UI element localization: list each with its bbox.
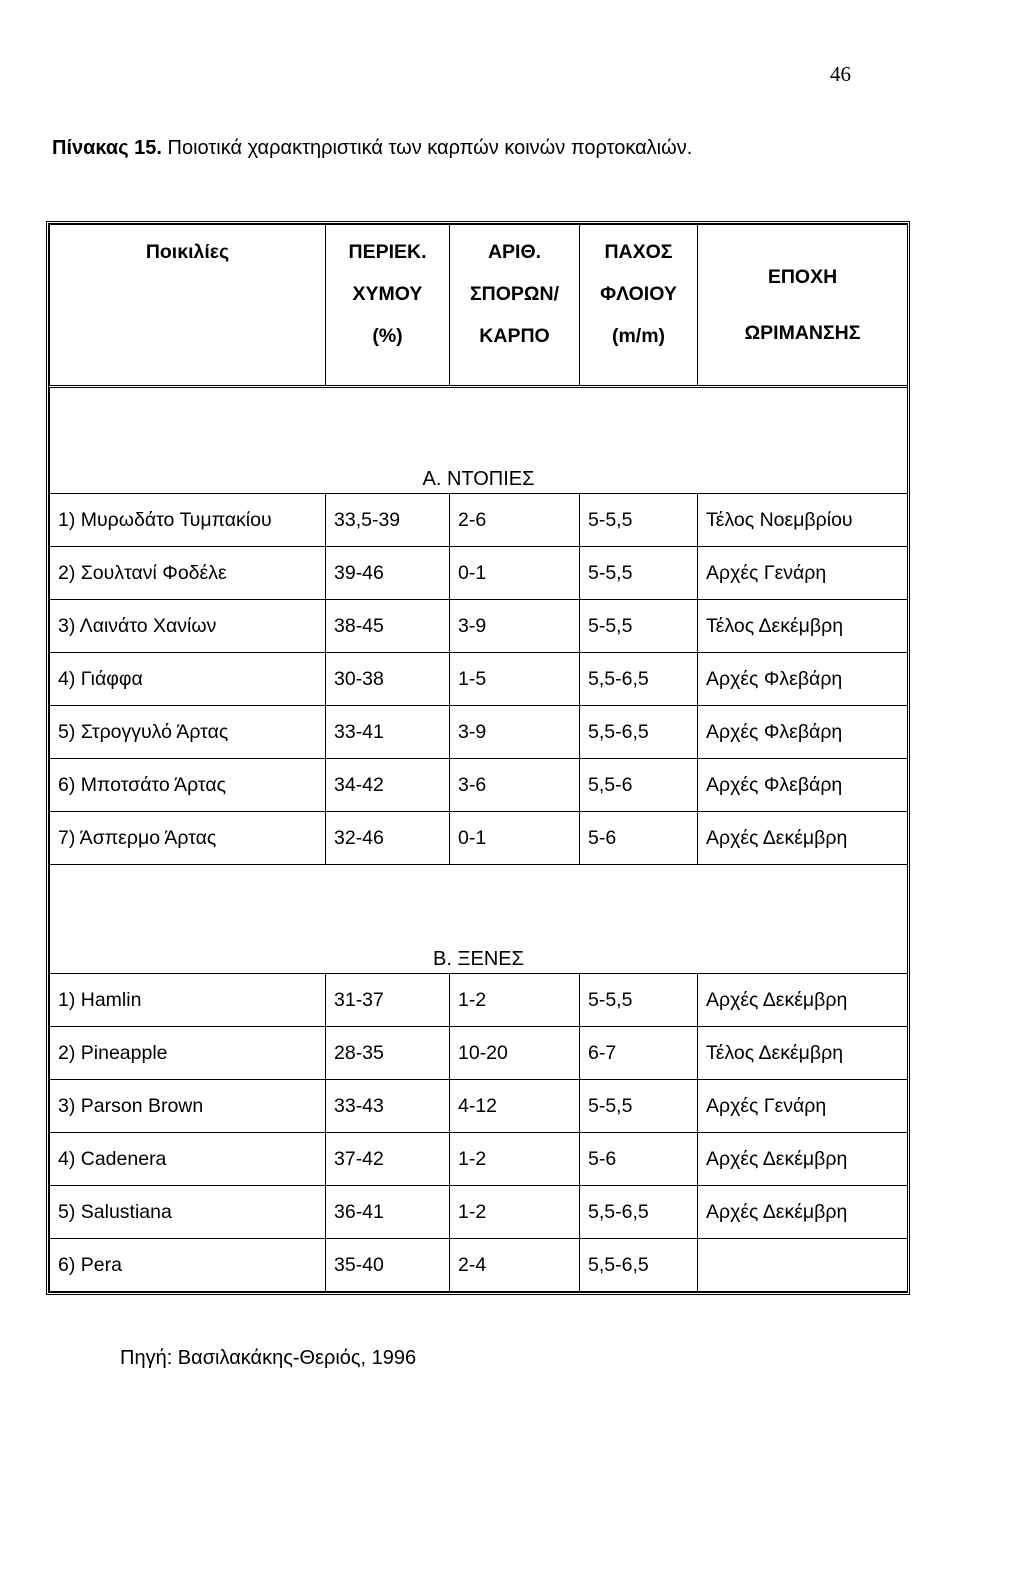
header-line: ΦΛΟΙΟΥ — [600, 283, 677, 305]
table-row — [50, 1027, 908, 1080]
ripening-cell: Τέλος Δεκέμβρη — [698, 600, 908, 653]
variety-cell: 6) Μποτσάτο Άρτας — [50, 759, 326, 812]
table-row — [50, 759, 908, 812]
seeds-cell: 3-9 — [450, 600, 580, 653]
ripening-cell: Τέλος Δεκέμβρη — [698, 1027, 908, 1080]
header-line: (%) — [372, 325, 403, 347]
ripening-cell: Αρχές Φλεβάρη — [698, 759, 908, 812]
seeds-cell: 1-5 — [450, 653, 580, 706]
peel-cell: 5-5,5 — [580, 974, 698, 1027]
juice-cell: 31-37 — [326, 974, 450, 1027]
seeds-cell: 0-1 — [450, 812, 580, 865]
header-line: ΩΡΙΜΑΝΣΗΣ — [744, 322, 861, 344]
peel-cell: 5,5-6,5 — [580, 653, 698, 706]
seeds-cell: 1-2 — [450, 974, 580, 1027]
header-juice — [326, 225, 450, 387]
header-variety — [50, 225, 326, 387]
peel-cell: 5,5-6,5 — [580, 1186, 698, 1239]
peel-cell: 5,5-6,5 — [580, 706, 698, 759]
peel-cell: 5-5,5 — [580, 494, 698, 547]
peel-cell: 5,5-6,5 — [580, 1239, 698, 1292]
seeds-cell: 3-9 — [450, 706, 580, 759]
ripening-cell: Αρχές Δεκέμβρη — [698, 1186, 908, 1239]
juice-cell: 28-35 — [326, 1027, 450, 1080]
ripening-cell — [698, 1239, 908, 1292]
variety-cell: 3) Λαινάτο Χανίων — [50, 600, 326, 653]
seeds-cell: 10-20 — [450, 1027, 580, 1080]
ripening-cell: Αρχές Δεκέμβρη — [698, 1133, 908, 1186]
seeds-cell: 2-6 — [450, 494, 580, 547]
peel-cell: 5-5,5 — [580, 600, 698, 653]
variety-cell: 2) Σουλτανί Φοδέλε — [50, 547, 326, 600]
caption-text: Ποιοτικά χαρακτηριστικά των καρπών κοινών πορτοκαλιών. — [167, 137, 693, 159]
seeds-cell: 1-2 — [450, 1133, 580, 1186]
section-row — [50, 865, 908, 974]
table-row — [50, 1080, 908, 1133]
variety-cell: 3) Parson Brown — [50, 1080, 326, 1133]
table-body — [50, 387, 908, 1292]
variety-cell: 1) Hamlin — [50, 974, 326, 1027]
section-row — [50, 387, 908, 494]
caption-label: Πίνακας 15. — [52, 137, 162, 159]
table-row — [50, 1186, 908, 1239]
section-title: Β. ΞΕΝΕΣ — [50, 865, 908, 974]
table-row — [50, 653, 908, 706]
juice-cell: 32-46 — [326, 812, 450, 865]
header-line: ΕΠΟΧΗ — [767, 266, 838, 288]
juice-cell: 30-38 — [326, 653, 450, 706]
seeds-cell: 1-2 — [450, 1186, 580, 1239]
juice-cell: 38-45 — [326, 600, 450, 653]
ripening-cell: Αρχές Γενάρη — [698, 1080, 908, 1133]
juice-cell: 37-42 — [326, 1133, 450, 1186]
header-line: ΧΥΜΟΥ — [352, 283, 423, 305]
source-note: Πηγή: Βασιλακάκης-Θεριός, 1996 — [120, 1347, 417, 1369]
table-row — [50, 812, 908, 865]
header-line: ΠΑΧΟΣ — [604, 241, 673, 263]
variety-cell: 5) Salustiana — [50, 1186, 326, 1239]
table-row — [50, 1239, 908, 1292]
section-title: Α. ΝΤΟΠΙΕΣ — [50, 387, 908, 494]
header-peel — [580, 225, 698, 387]
ripening-cell: Τέλος Νοεμβρίου — [698, 494, 908, 547]
variety-cell: 7) Άσπερμο Άρτας — [50, 812, 326, 865]
peel-cell: 5-5,5 — [580, 547, 698, 600]
peel-cell: 5-6 — [580, 1133, 698, 1186]
header-line: (m/m) — [611, 325, 666, 347]
variety-cell: 1) Μυρωδάτο Τυμπακίου — [50, 494, 326, 547]
peel-cell: 5-5,5 — [580, 1080, 698, 1133]
header-line: ΑΡΙΘ. — [487, 241, 542, 263]
table-row — [50, 600, 908, 653]
page-number: 46 — [830, 62, 851, 86]
table-caption — [52, 137, 692, 160]
header-seeds — [450, 225, 580, 387]
ripening-cell: Αρχές Δεκέμβρη — [698, 974, 908, 1027]
seeds-cell: 3-6 — [450, 759, 580, 812]
ripening-cell: Αρχές Φλεβάρη — [698, 653, 908, 706]
varieties-table — [46, 221, 910, 1295]
juice-cell: 33-41 — [326, 706, 450, 759]
peel-cell: 5-6 — [580, 812, 698, 865]
variety-cell: 4) Cadenera — [50, 1133, 326, 1186]
seeds-cell: 0-1 — [450, 547, 580, 600]
header-ripening — [698, 225, 908, 387]
juice-cell: 35-40 — [326, 1239, 450, 1292]
header-line: ΚΑΡΠΟ — [479, 325, 550, 347]
variety-cell: 6) Pera — [50, 1239, 326, 1292]
header-line: ΣΠΟΡΩΝ/ — [469, 283, 560, 305]
table-row — [50, 706, 908, 759]
juice-cell: 34-42 — [326, 759, 450, 812]
header-line: ΠΕΡΙΕΚ. — [348, 241, 427, 263]
table-row — [50, 494, 908, 547]
ripening-cell: Αρχές Φλεβάρη — [698, 706, 908, 759]
ripening-cell: Αρχές Γενάρη — [698, 547, 908, 600]
header-line: Ποικιλίες — [145, 241, 230, 263]
variety-cell: 4) Γιάφφα — [50, 653, 326, 706]
ripening-cell: Αρχές Δεκέμβρη — [698, 812, 908, 865]
juice-cell: 33-43 — [326, 1080, 450, 1133]
table-header-row — [50, 225, 908, 387]
table-row — [50, 1133, 908, 1186]
seeds-cell: 2-4 — [450, 1239, 580, 1292]
juice-cell: 36-41 — [326, 1186, 450, 1239]
juice-cell: 33,5-39 — [326, 494, 450, 547]
table-row — [50, 547, 908, 600]
peel-cell: 5,5-6 — [580, 759, 698, 812]
seeds-cell: 4-12 — [450, 1080, 580, 1133]
table-row — [50, 974, 908, 1027]
variety-cell: 5) Στρογγυλό Άρτας — [50, 706, 326, 759]
variety-cell: 2) Pineapple — [50, 1027, 326, 1080]
peel-cell: 6-7 — [580, 1027, 698, 1080]
juice-cell: 39-46 — [326, 547, 450, 600]
